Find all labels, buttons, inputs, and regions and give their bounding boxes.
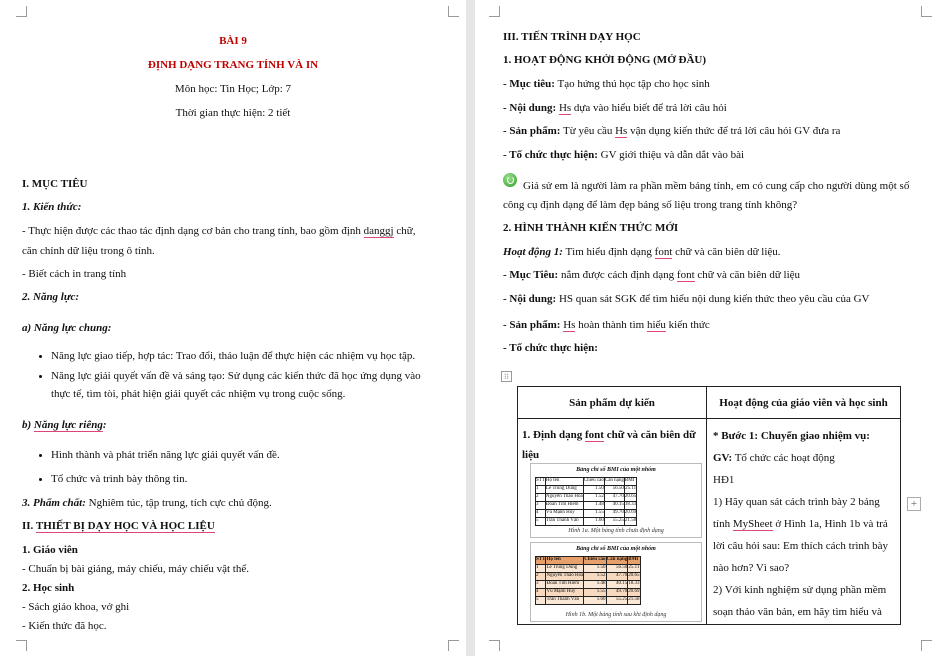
mini-sheet-header-cell: BMI — [628, 557, 640, 565]
mini-sheet-header-cell: STT — [536, 557, 546, 565]
student-line-2: - Kiến thức đã học. — [22, 620, 107, 632]
mini-sheet-cell: Vũ Mạnh Huy — [545, 510, 583, 518]
figure-1b-caption: Hình 1b. Một bảng tính sau khi định dạng — [565, 612, 667, 618]
hd1-label: HĐ1 — [713, 474, 735, 486]
question-2-line-2: soạn thảo văn bản, em hãy tìm hiểu và — [713, 606, 882, 618]
spelling-flag[interactable]: font — [676, 269, 695, 281]
specific-ability-heading: b) Năng lực riêng: — [22, 419, 107, 431]
knowledge-line-1: - Thực hiện được các thao tác định dạng cơ bản cho trang tính, bao gồm định danggj chữ, — [22, 225, 416, 237]
mini-sheet-cell: 3 — [536, 581, 546, 589]
hd1-goal: - Mục Tiêu: nắm được cách định dạng font chữ và căn biên dữ liệu — [503, 269, 801, 281]
step-1-heading: * Bước 1: Chuyển giao nhiệm vụ: — [713, 430, 870, 442]
mini-sheet-cell: 20.69 — [628, 589, 640, 597]
mini-sheet-row — [536, 494, 637, 502]
question-1-line-4: nào hơn? Vì sao? — [713, 562, 790, 574]
add-column-button[interactable]: + — [907, 497, 921, 511]
bullet — [39, 355, 42, 358]
hd1-organisation: - Tổ chức thực hiện: — [503, 342, 598, 354]
student-line-1: - Sách giáo khoa, vở ghi — [22, 601, 130, 613]
figure-1b-sheet — [535, 556, 641, 605]
mini-sheet-header-cell: Cân nặng — [604, 478, 624, 486]
figure-1b-formatted — [530, 542, 702, 622]
margin-mark — [489, 6, 500, 17]
mini-sheet-row — [536, 589, 641, 597]
duration-line: Thời gian thực hiện: 2 tiết — [175, 107, 291, 119]
table-move-handle[interactable]: ⁝⁝ — [501, 371, 512, 382]
general-ability-item-1: Năng lực giao tiếp, hợp tác: Trao đổi, thảo luận để thực hiện các nhiệm vụ học tập. — [51, 350, 416, 362]
teacher-text: - Chuẩn bị bài giảng, máy chiếu, máy chiếu vật thể. — [22, 563, 249, 575]
activity-1-organisation: - Tổ chức thực hiện: GV giới thiệu và dẫn dắt vào bài — [503, 149, 745, 161]
table-header-activity: Hoạt động của giáo viên và học sinh — [707, 387, 901, 419]
spelling-flag[interactable]: MySheet — [732, 518, 773, 530]
spelling-flag[interactable]: danggj — [363, 225, 394, 237]
figure-1b-sheet-title: Bảng chỉ số BMI của một nhóm — [576, 546, 656, 552]
mini-sheet-cell: 1.55 — [584, 589, 606, 597]
specific-ability-item-1: Hình thành và phát triển năng lực giải quyết vấn đề. — [51, 449, 280, 461]
activity-1-content: - Nội dung: Hs dựa vào hiểu biết để trả lời câu hỏi — [503, 102, 727, 114]
section-heading-equipment: II. THIẾT BỊ DẠY HỌC VÀ HỌC LIỆU — [22, 520, 215, 532]
section-heading-objectives: I. MỤC TIÊU — [22, 178, 88, 190]
mini-sheet-header-cell: Họ tên — [546, 557, 584, 565]
spelling-flag[interactable]: font — [654, 246, 673, 258]
mini-sheet-cell: 20.65 — [624, 494, 636, 502]
knowledge-line-2: căn chỉnh dữ liệu trong ô tính. — [22, 245, 155, 257]
question-line-1: Giả sử em là người làm ra phần mềm bảng tính, em có cung cấp cho người dùng một số — [523, 180, 910, 192]
mini-sheet-cell: 56.50 — [606, 565, 628, 573]
lesson-title: ĐỊNH DẠNG TRANG TÍNH VÀ IN — [147, 59, 319, 71]
mini-sheet-cell: 1.52 — [584, 573, 606, 581]
mini-sheet-cell: 5 — [536, 597, 546, 605]
margin-mark — [489, 640, 500, 651]
hd1-title: Hoạt động 1: Tìm hiểu định dạng font chữ và căn biên dữ liệu. — [503, 246, 781, 258]
spelling-flag[interactable]: font — [584, 429, 604, 441]
mini-sheet-cell: 21.58 — [628, 597, 640, 605]
mini-sheet-header-cell: Chiều cao — [583, 478, 604, 486]
table-header-product: Sản phẩm dự kiến — [518, 387, 707, 419]
mini-sheet-cell: 55.25 — [604, 518, 624, 526]
figure-1a-caption: Hình 1a. Một bảng tính chưa định dạng — [568, 528, 664, 534]
mini-sheet-cell: 3 — [536, 502, 546, 510]
mini-sheet-cell: Lê Trung Dũng — [545, 486, 583, 494]
teacher-heading: 1. Giáo viên — [22, 544, 78, 556]
mini-sheet-cell: Đoàn Tìm Hiểm — [545, 502, 583, 510]
mini-sheet-cell: 1.48 — [583, 502, 604, 510]
subject-line: Môn học: Tin Học; Lớp: 7 — [174, 83, 292, 95]
mini-sheet-cell: 1.50 — [583, 486, 604, 494]
margin-mark — [448, 6, 459, 17]
mini-sheet-header-cell: Cân nặng — [606, 557, 628, 565]
activity-table — [517, 386, 901, 625]
mini-sheet-row — [536, 573, 641, 581]
mini-sheet-row — [536, 597, 641, 605]
table-cell-activity — [707, 419, 901, 625]
product-line-2: liệu — [522, 449, 540, 461]
mini-sheet-row — [536, 518, 637, 526]
mini-sheet-row — [536, 486, 637, 494]
mini-sheet-header-cell: BMI — [624, 478, 636, 486]
bullet — [39, 375, 42, 378]
spelling-flag[interactable]: hiểu — [646, 319, 666, 331]
lesson-number: BÀI 9 — [219, 35, 247, 47]
mini-sheet-cell: Trần Thanh Vân — [546, 597, 584, 605]
spelling-flag[interactable]: Hs — [563, 319, 576, 331]
section-heading-process: III. TIẾN TRÌNH DẠY HỌC — [503, 31, 641, 43]
mini-sheet-row — [536, 510, 637, 518]
general-ability-item-2-line-1: Năng lực giải quyết vấn đề và sáng tạo: Sử dụng các kiến thức đã học ứng dụng vào — [51, 370, 421, 382]
knowledge-line-3: - Biết cách in trang tính — [22, 268, 127, 280]
mini-sheet-cell: 5 — [536, 518, 546, 526]
knowledge-heading: 1. Kiến thức: — [22, 201, 82, 213]
mini-sheet-cell: Đoàn Tìm Hiểm — [546, 581, 584, 589]
mini-sheet-cell: 47.70 — [606, 573, 628, 581]
spelling-flag[interactable]: Năng lực riêng — [33, 419, 103, 431]
mini-sheet-cell: 49.70 — [604, 510, 624, 518]
gv-line: GV: Tổ chức các hoạt động — [713, 452, 835, 464]
mini-sheet-cell: 1 — [536, 565, 546, 573]
margin-mark — [16, 640, 27, 651]
general-ability-heading: a) Năng lực chung: — [22, 322, 112, 334]
margin-mark — [448, 640, 459, 651]
bullet — [39, 478, 42, 481]
document-page-left — [0, 0, 466, 656]
mini-sheet-cell: Trần Thanh Vân — [545, 518, 583, 526]
mini-sheet-cell: Nguyễn Thảo Hoa — [546, 573, 584, 581]
mini-sheet-cell: 2 — [536, 573, 546, 581]
activity-2-heading: 2. HÌNH THÀNH KIẾN THỨC MỚI — [503, 222, 679, 234]
mini-sheet-cell: 20.69 — [624, 510, 636, 518]
ability-heading: 2. Năng lực: — [22, 291, 80, 303]
spelling-flag[interactable]: Hs — [558, 102, 572, 114]
mini-sheet-cell: 20.65 — [628, 573, 640, 581]
bullet — [39, 454, 42, 457]
mini-sheet-cell: 21.58 — [624, 518, 636, 526]
mini-sheet-header-cell: STT — [536, 478, 546, 486]
mini-sheet-row — [536, 565, 641, 573]
mini-sheet-cell: 18.33 — [628, 581, 640, 589]
mini-sheet-cell: Lê Trung Dũng — [546, 565, 584, 573]
mini-sheet-cell: 1 — [536, 486, 546, 494]
document-page-right — [475, 0, 940, 656]
mini-sheet-cell: 49.70 — [606, 589, 628, 597]
mini-sheet-cell: Vũ Mạnh Huy — [546, 589, 584, 597]
mini-sheet-cell: 1.50 — [584, 565, 606, 573]
student-heading: 2. Học sinh — [22, 582, 75, 594]
mini-sheet-cell: 1.48 — [584, 581, 606, 589]
question-line-2: công cụ định dạng để làm đẹp bảng số liệu trong trang tính không? — [503, 199, 798, 211]
mini-sheet-header-row — [536, 478, 637, 486]
quality-line: 3. Phẩm chất: Nghiêm túc, tập trung, tích cực chủ động. — [22, 497, 272, 509]
figure-1a-sheet-title: Bảng chỉ số BMI của một nhóm — [576, 467, 656, 473]
activity-1-goal: - Mục tiêu: Tạo hứng thú học tập cho học sinh — [503, 78, 710, 90]
spelling-flag[interactable]: Hs — [615, 125, 628, 137]
mini-sheet-header-cell: Họ tên — [545, 478, 583, 486]
mini-sheet-cell: 18.33 — [624, 502, 636, 510]
mini-sheet-row — [536, 502, 637, 510]
table-cell-product — [518, 419, 707, 625]
margin-mark — [921, 640, 932, 651]
mini-sheet-cell: 25.11 — [624, 486, 636, 494]
mini-sheet-header-cell: Chiều cao — [584, 557, 606, 565]
spelling-flag[interactable]: THIẾT BỊ DẠY HỌC VÀ HỌC LIỆU — [35, 520, 215, 532]
question-1-line-1: 1) Hãy quan sát cách trình bày 2 bảng — [713, 496, 880, 508]
mini-sheet-cell: 40.15 — [606, 581, 628, 589]
activity-1-heading: 1. HOẠT ĐỘNG KHỞI ĐỘNG (MỞ ĐẦU) — [503, 54, 706, 66]
question-1-line-2: tính MySheet ở Hình 1a, Hình 1b và trả — [713, 518, 888, 530]
mini-sheet-header-row — [536, 557, 641, 565]
question-1-line-3: lời câu hỏi sau: Em thích cách trình bày — [713, 540, 889, 552]
mini-sheet-cell: 1.60 — [584, 597, 606, 605]
margin-mark — [921, 6, 932, 17]
mini-sheet-cell: 1.52 — [583, 494, 604, 502]
margin-mark — [16, 6, 27, 17]
product-line-1: 1. Định dạng font chữ và căn biên dữ — [522, 429, 696, 441]
mini-sheet-cell: 2 — [536, 494, 546, 502]
mini-sheet-cell: 56.50 — [604, 486, 624, 494]
mini-sheet-cell: 25.11 — [628, 565, 640, 573]
mini-sheet-row — [536, 581, 641, 589]
mini-sheet-cell: Nguyễn Thảo Hoa — [545, 494, 583, 502]
specific-ability-item-2: Tổ chức và trình bày thông tin. — [51, 473, 188, 485]
mini-sheet-cell: 40.15 — [604, 502, 624, 510]
hd1-product: - Sản phẩm: Hs hoàn thành tìm hiểu kiến thức — [503, 319, 710, 331]
start-icon — [503, 173, 517, 187]
figure-1a-unformatted — [530, 463, 702, 538]
question-2-line-1: 2) Với kinh nghiệm sử dụng phần mềm — [713, 584, 887, 596]
hd1-content: - Nội dung: HS quan sát SGK để tìm hiểu nội dung kiến thức theo yêu cầu của GV — [503, 293, 870, 305]
activity-1-product: - Sản phẩm: Từ yêu cầu Hs vận dụng kiến thức để trả lời câu hỏi GV đưa ra — [503, 125, 841, 137]
mini-sheet-cell: 4 — [536, 589, 546, 597]
figure-1a-sheet — [535, 477, 637, 526]
mini-sheet-cell: 47.70 — [604, 494, 624, 502]
mini-sheet-cell: 1.55 — [583, 510, 604, 518]
mini-sheet-cell: 4 — [536, 510, 546, 518]
general-ability-item-2-line-2: thực tế, tìm tòi, phát hiện giải quyết các nhiệm vụ trong cuộc sống. — [51, 388, 346, 400]
mini-sheet-cell: 55.25 — [606, 597, 628, 605]
mini-sheet-cell: 1.60 — [583, 518, 604, 526]
